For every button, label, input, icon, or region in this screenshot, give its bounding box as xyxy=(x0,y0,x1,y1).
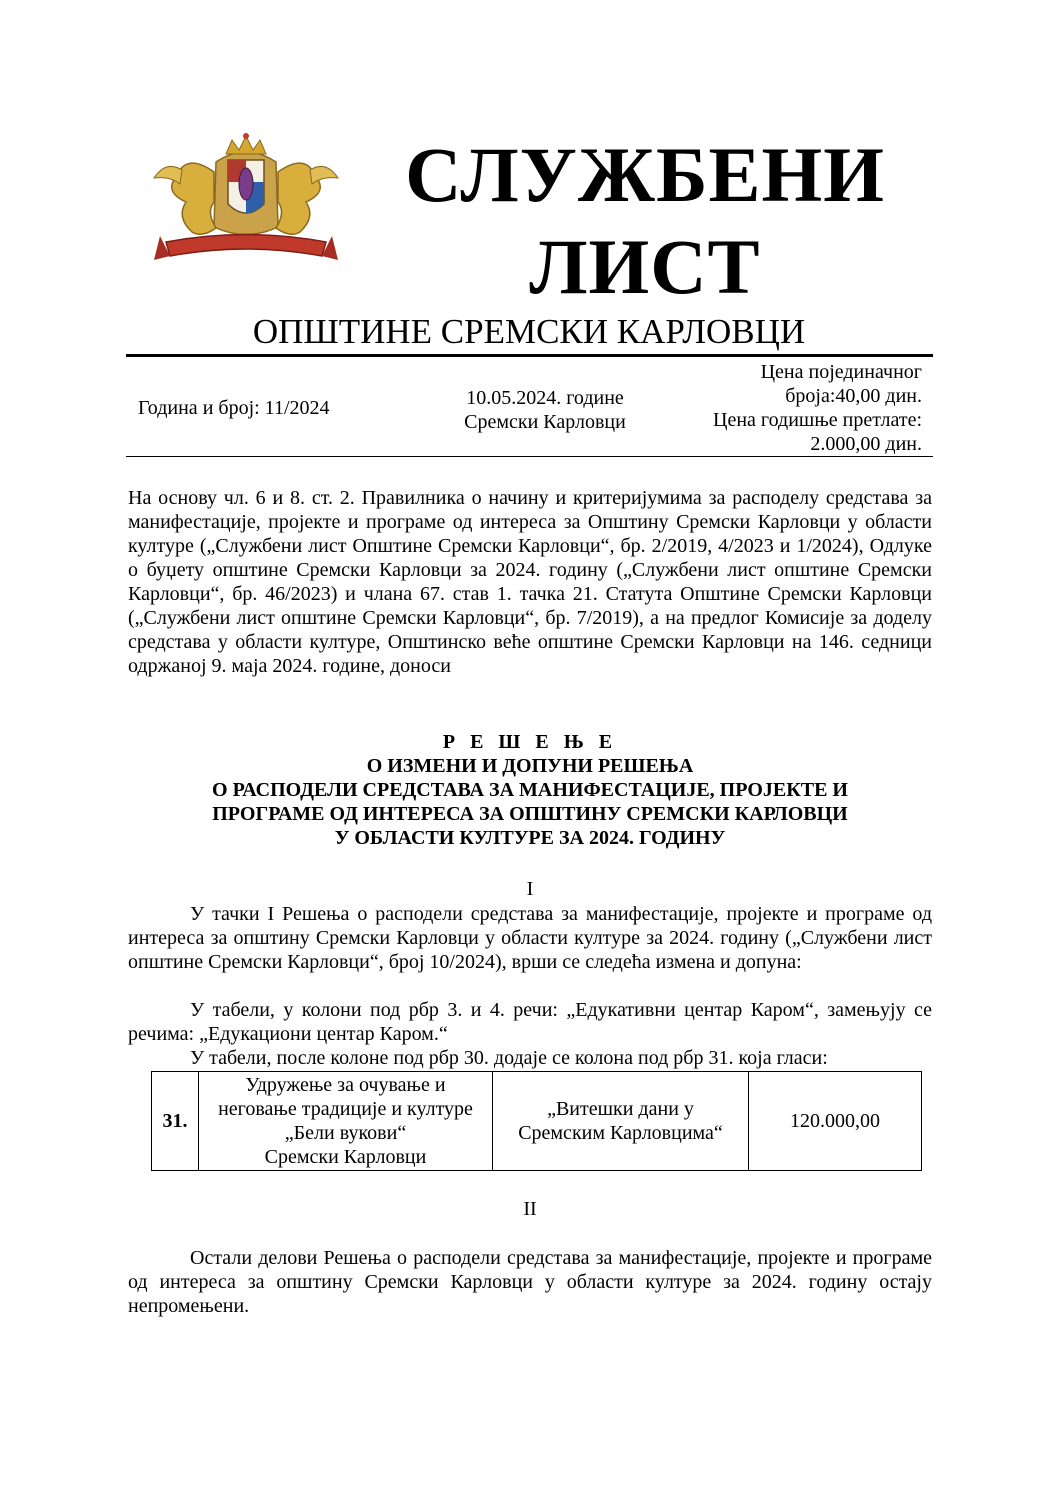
decision-title-line: ПРОГРАМЕ ОД ИНТЕРЕСА ЗА ОПШТИНУ СРЕМСКИ КАРЛОВЦИ xyxy=(212,803,848,825)
section-numeral-2: II xyxy=(523,1198,537,1220)
section1-paragraph-2: У табели, у колони под рбр 3. и 4. речи: „Едукативни центар Каром“, замењују се речима: „Едукациони центар Каром.“ xyxy=(128,999,932,1045)
section1-paragraph-1: У тачки I Решења о расподели средстава за манифестације, пројекте и програме од интереса за општину Сремски Карловци у области културе за 2024. годину („Службени лист општине Сремски Карловци“, број 10/2024), врши се следећа измена и допуна: xyxy=(128,903,932,973)
decision-heading: Р Е Ш Е Њ Е xyxy=(442,731,618,753)
masthead-subtitle: ОПШТИНЕ СРЕМСКИ КАРЛОВЦИ xyxy=(252,312,806,351)
organization-line: „Бели вукови“ xyxy=(284,1122,407,1144)
project-line: Сремским Карловцима“ xyxy=(518,1122,723,1144)
price-line: Цена појединачног xyxy=(760,361,922,383)
table-row xyxy=(152,1072,922,1171)
issue-price xyxy=(680,360,922,456)
row-number-cell: 31. xyxy=(152,1072,199,1171)
decision-title xyxy=(128,730,932,850)
section1-paragraph-3: У табели, после колоне под рбр 30. додаје се колона под рбр 31. која гласи: xyxy=(190,1047,828,1069)
masthead-title-line2: ЛИСТ xyxy=(529,223,761,310)
coat-of-arms-icon xyxy=(146,132,346,266)
masthead-title-line1: СЛУЖБЕНИ xyxy=(405,131,885,218)
amendment-table xyxy=(151,1071,922,1171)
decision-title-line: О ИЗМЕНИ И ДОПУНИ РЕШЕЊА xyxy=(366,755,694,777)
price-line: 2.000,00 дин. xyxy=(810,433,922,455)
project-cell xyxy=(493,1072,749,1171)
header-rule-top xyxy=(126,354,933,357)
price-line: броја:40,00 дин. xyxy=(785,385,922,407)
organization-line: неговање традиције и културе xyxy=(218,1098,473,1120)
organization-cell xyxy=(199,1072,493,1171)
issue-year-number: Година и број: 11/2024 xyxy=(138,397,330,419)
section2-paragraph-1: Остали делови Решења о расподели средстава за манифестације, пројекте и програме од интереса за општину Сремски Карловци у области културе за 2024. годину остају непромењени. xyxy=(128,1247,932,1317)
decision-title-line: У ОБЛАСТИ КУЛТУРЕ ЗА 2024. ГОДИНУ xyxy=(334,827,726,849)
issue-place: Сремски Карловци xyxy=(464,411,626,433)
decision-title-line: О РАСПОДЕЛИ СРЕДСТАВА ЗА МАНИФЕСТАЦИЈЕ, ПРОЈЕКТЕ И xyxy=(212,779,848,801)
project-line: „Витешки дани у xyxy=(547,1098,694,1120)
organization-line: Сремски Карловци xyxy=(264,1146,427,1168)
issue-date-place xyxy=(440,386,650,434)
organization-line: Удружење за очување и xyxy=(245,1074,446,1096)
section-numeral-1: I xyxy=(526,878,534,900)
header-rule-bottom xyxy=(126,456,933,457)
amount-cell: 120.000,00 xyxy=(749,1072,922,1171)
price-line: Цена годишње претлате: xyxy=(713,409,922,431)
issue-date: 10.05.2024. године xyxy=(466,387,624,409)
preamble-paragraph: На основу чл. 6 и 8. ст. 2. Правилника о начину и критеријумима за расподелу средстава за манифестације, пројекте и програме од интереса за Општину Сремски Карловци у области културе („Службени лист Општине Сремски Карловци“, бр. 2/2019, 4/2023 и 1/2024), Одлуке о буџету општине Сремски Карловци за 2024. годину („Службени лист општине Сремски Карловци“, бр. 46/2023) и члана 67. став 1. тачка 21. Статута Општине Сремски Карловци („Службени лист општине Сремски Карловци“, бр. 7/2019), а на предлог Комисије за доделу средстава у области културе, Општинско веће општине Сремски Карловци на 146. седници одржаној 9. маја 2024. године, доноси xyxy=(128,487,932,677)
